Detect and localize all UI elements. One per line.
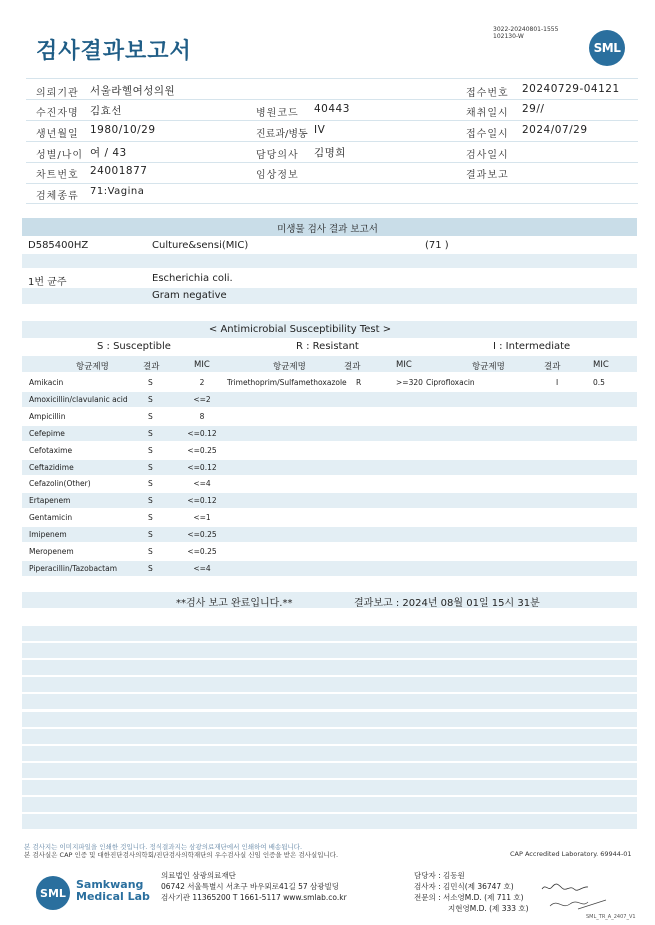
hospital-value: 서울라헬여성의원 [90, 85, 176, 97]
ast-mic: <=0.25 [187, 530, 217, 540]
sex-age-label: 성별/나이 [36, 150, 84, 161]
ast-drug-name: Amoxicillin/clavulanic acid [29, 394, 128, 404]
empty-row [22, 626, 637, 641]
hospital-label: 의뢰기관 [36, 88, 79, 99]
test-name: Culture&sensi(MIC) [152, 240, 249, 251]
physician-label: 담당의사 [256, 150, 299, 161]
ast-col2-drug: Trimethoprim/Sulfamethoxazole [227, 378, 347, 387]
clinical-label: 임상정보 [256, 170, 299, 181]
ast-result: S [148, 445, 153, 455]
brand-line1: Samkwang [76, 878, 144, 891]
divider [26, 162, 638, 163]
ast-result: S [148, 394, 153, 404]
empty-row [22, 814, 637, 829]
dept-value: IV [314, 124, 326, 136]
test-number: (71 ) [425, 240, 449, 251]
empty-row [22, 694, 637, 709]
empty-row [22, 780, 637, 795]
col-result-header: 결과 [344, 362, 361, 372]
section-title: 미생물 검사 결과 보고서 [277, 224, 378, 235]
table-row-band [22, 426, 637, 441]
hospital-code-label: 병원코드 [256, 108, 299, 119]
completion-text: **검사 보고 완료입니다.** [176, 598, 293, 609]
receipt-no-label: 접수번호 [466, 88, 509, 99]
ast-drug-name: Gentamicin [29, 513, 73, 523]
staff-specialist2: 지현영M.D. (제 333 호) [448, 904, 529, 913]
ast-drug-name: Amikacin [29, 378, 64, 387]
patient-name-label: 수진자명 [36, 108, 79, 119]
ast-mic: <=1 [193, 513, 211, 523]
ast-mic: <=4 [193, 563, 211, 573]
report-time: 결과보고 : 2024년 08월 01일 15시 31분 [354, 598, 540, 609]
ast-mic: <=0.12 [187, 428, 217, 438]
ast-mic: <=0.25 [187, 547, 217, 556]
signature-specialist [548, 896, 608, 916]
note-certification: 본 검사실은 CAP 인증 및 대한진단검사의학회/진단검사의학재단의 우수검사실 신임 인증을 받은 검사실입니다. [24, 851, 339, 859]
col-mic-header: MIC [194, 360, 210, 370]
completion-band [22, 592, 637, 608]
document-number [493, 26, 583, 40]
specimen-label: 검체종류 [36, 191, 79, 202]
cap-accreditation: CAP Accredited Laboratory. 69944-01 [510, 850, 632, 858]
ast-drug-name: Ceftazidime [29, 462, 74, 472]
col-mic-header: MIC [593, 360, 609, 370]
legend-intermediate: I : Intermediate [493, 341, 571, 352]
physician-value: 김명희 [314, 147, 346, 159]
col-mic-header: MIC [396, 360, 412, 370]
result-report-label: 결과보고 [466, 170, 509, 181]
legend-susceptible: S : Susceptible [97, 341, 171, 352]
ast-result: S [148, 428, 153, 438]
divider [26, 78, 638, 79]
ast-drug-name: Piperacillin/Tazobactam [29, 563, 118, 573]
document-number-line2: 102130-W [493, 33, 524, 40]
divider [26, 120, 638, 121]
form-id: SML_TR_A_2407_V1 [586, 914, 636, 920]
gram-stain: Gram negative [152, 290, 227, 301]
ast-drug-name: Meropenem [29, 547, 74, 556]
ast-mic: <=0.12 [187, 462, 217, 472]
chart-no-value: 24001877 [90, 165, 148, 177]
specimen-value: 71:Vagina [90, 186, 145, 197]
legend-resistant: R : Resistant [296, 341, 359, 352]
empty-row [22, 677, 637, 692]
staff-specialist1: 전문의 : 서소영M.D. (제 711 호) [414, 893, 524, 902]
ast-mic: 2 [199, 378, 205, 387]
brand-name [76, 879, 150, 903]
col-drug-header: 항균제명 [76, 362, 109, 372]
ast-col2-result: R [356, 378, 362, 387]
ast-result: S [148, 496, 153, 506]
receipt-no-value: 20240729-04121 [522, 83, 620, 95]
document-number-line1: 3022-20240801-1555 [493, 26, 559, 33]
ast-col3-drug: Ciprofloxacin [426, 378, 475, 387]
sml-footer-logo: SML [36, 876, 70, 910]
divider [26, 183, 638, 184]
staff-manager: 담당자 : 김동원 [414, 871, 465, 880]
org-contact: 검사기관 11365200 T 1661-5117 www.smlab.co.kr [161, 893, 347, 902]
ast-drug-name: Imipenem [29, 530, 67, 540]
ast-mic: <=0.12 [187, 496, 217, 506]
ast-result: S [148, 530, 153, 540]
test-date-label: 검사일시 [466, 150, 509, 161]
empty-row [22, 712, 637, 727]
dob-label: 생년월일 [36, 129, 79, 140]
col-result-header: 결과 [544, 362, 561, 372]
col-drug-header: 항균제명 [472, 362, 505, 372]
ast-result: S [148, 411, 153, 421]
signature-tester [540, 878, 590, 897]
col-drug-header: 항균제명 [273, 362, 306, 372]
row-band [22, 288, 637, 304]
chart-no-label: 차트번호 [36, 170, 79, 181]
staff-tester: 검사자 : 김민식(제 36747 호) [414, 882, 514, 891]
dob-value: 1980/10/29 [90, 124, 156, 136]
receipt-date-label: 접수일시 [466, 129, 509, 140]
page-title: 검사결과보고서 [36, 39, 192, 64]
ast-col2-mic: >=320 [396, 378, 423, 387]
ast-col3-mic: 0.5 [593, 378, 605, 387]
ast-result: S [148, 513, 153, 523]
sml-logo: SML [589, 30, 625, 66]
organism-name: Escherichia coli. [152, 273, 233, 284]
ast-mic: <=2 [193, 394, 211, 404]
collect-date-label: 채취일시 [466, 108, 509, 119]
col-result-header: 결과 [143, 362, 160, 372]
note-image-copy: 본 검사지는 이미지파일을 인쇄한 것입니다. 정식결과지는 삼광의료재단에서 인쇄하여 배송됩니다. [24, 843, 303, 851]
sex-age-value: 여 / 43 [90, 147, 127, 159]
ast-mic: <=0.25 [187, 445, 217, 455]
ast-title: < Antimicrobial Susceptibility Test > [208, 324, 392, 335]
patient-name-value: 김효선 [90, 105, 122, 117]
divider [26, 203, 638, 204]
test-code: D585400HZ [28, 240, 89, 251]
empty-row [22, 729, 637, 744]
ast-col3-result: I [556, 378, 559, 387]
ast-result: S [148, 547, 153, 556]
hospital-code-value: 40443 [314, 103, 350, 115]
ast-mic: <=4 [193, 479, 211, 489]
divider [26, 99, 638, 100]
org-address: 06742 서울특별시 서초구 바우뫼로41길 57 삼광빌딩 [161, 882, 340, 891]
collect-date-value: 29// [522, 103, 545, 115]
ast-result: S [148, 563, 153, 573]
divider [26, 141, 638, 142]
brand-line2: Medical Lab [76, 890, 150, 903]
ast-result: S [148, 378, 153, 387]
ast-drug-name: Cefotaxime [29, 445, 73, 455]
ast-result: S [148, 479, 153, 489]
empty-row [22, 660, 637, 675]
empty-row [22, 643, 637, 658]
dept-label: 진료과/병동 [256, 129, 308, 140]
table-row-band [22, 460, 637, 475]
ast-drug-name: Cefazolin(Other) [29, 479, 91, 489]
empty-row [22, 797, 637, 812]
ast-result: S [148, 462, 153, 472]
ast-drug-name: Ampicillin [29, 411, 66, 421]
isolate-label: 1번 균주 [28, 277, 67, 288]
row-band [22, 254, 637, 268]
ast-drug-name: Ertapenem [29, 496, 71, 506]
receipt-date-value: 2024/07/29 [522, 124, 588, 136]
org-name: 의료법인 삼광의료재단 [161, 871, 236, 880]
ast-drug-name: Cefepime [29, 428, 65, 438]
empty-row [22, 763, 637, 778]
empty-row [22, 746, 637, 761]
table-row-band [22, 493, 637, 508]
ast-mic: 8 [199, 411, 205, 421]
table-row-band [22, 527, 637, 542]
